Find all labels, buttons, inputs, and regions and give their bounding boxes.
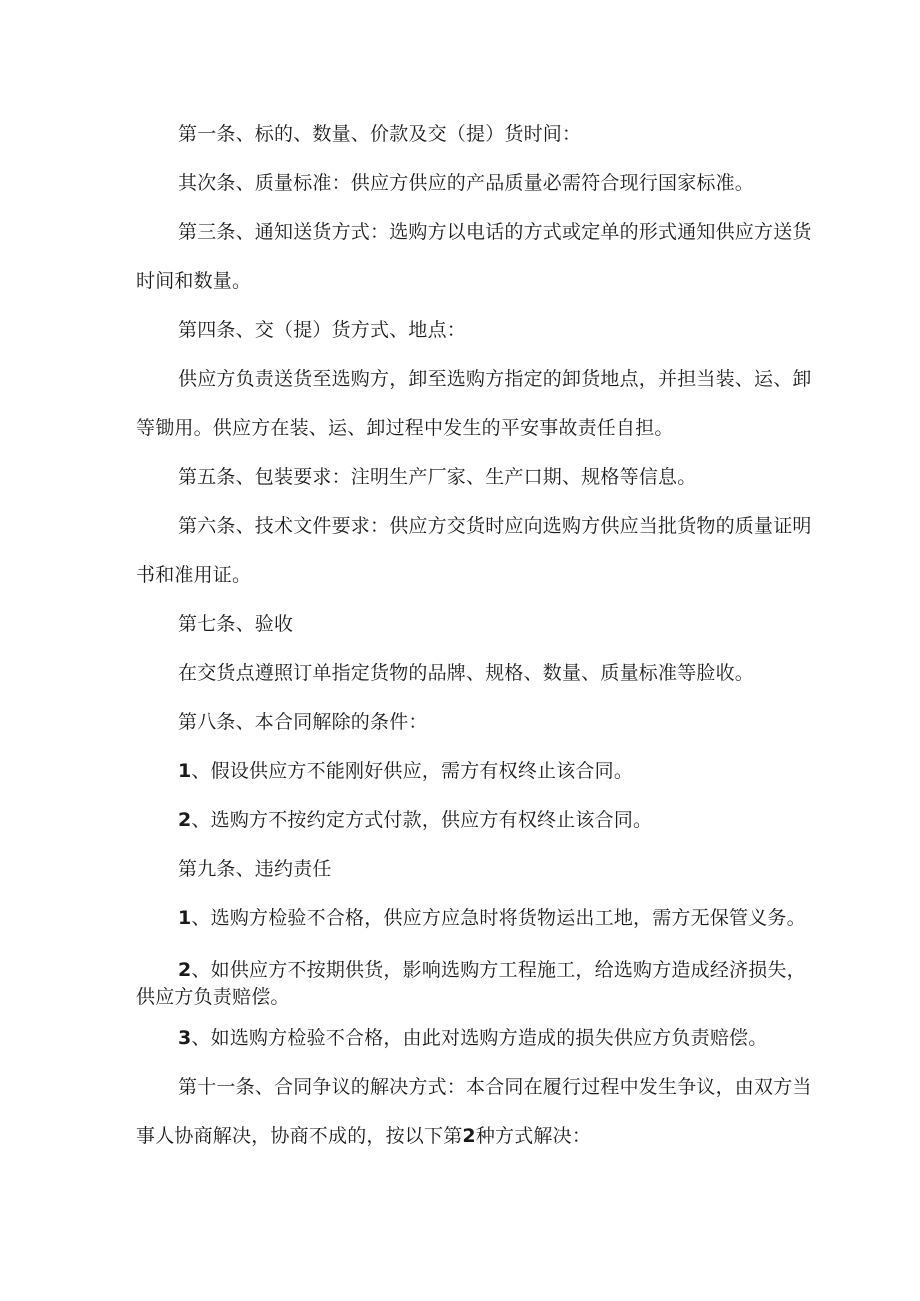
clause-3-line-1: 第三条、通知送货方式：选购方以电话的方式或定单的形式通知供应方送货 [178, 221, 812, 243]
clause-7-body: 在交货点遵照订单指定货物的品牌、规格、数量、质量标准等脸收。 [178, 662, 755, 684]
clause-11-text-a: 事人协商解决，协商不成的，按以下第 [136, 1125, 463, 1147]
clause-9-item-1 [178, 906, 806, 930]
item-number: 1 [178, 907, 192, 929]
clause-8-item-2 [178, 808, 652, 832]
clause-11-text-b: 种方式解决： [475, 1125, 592, 1147]
clause-6-line-1: 第六条、技术文件要求：供应方交货时应向选购方供应当批货物的质量证明 [178, 515, 812, 537]
clause-11-line-2 [136, 1124, 591, 1148]
clause-6-line-2: 书和准用证。 [136, 564, 252, 586]
clause-4: 第四条、交（提）货方式、地点： [178, 319, 467, 341]
item-text: 、如选购方检验不合格，由此对选购方造成的损失供应方负责赔偿。 [191, 1027, 768, 1049]
clause-9: 第九条、违约责任 [178, 858, 332, 880]
clause-4-body-line-1: 供应方负责送货至选购方，卸至选购方指定的卸货地点，并担当装、运、卸 [178, 368, 812, 390]
clause-1: 第一条、标的、数量、价款及交（提）货时间： [178, 123, 582, 145]
item-text: 、假设供应方不能刚好供应，需方有权终止该合同。 [191, 760, 634, 782]
item-number: 2 [178, 809, 192, 831]
clause-11-method-number: 2 [462, 1125, 476, 1147]
item-number: 1 [178, 760, 192, 782]
clause-7: 第七条、验收 [178, 613, 294, 635]
item-number: 2 [178, 959, 192, 981]
item-text: 、选购方不按约定方式付款，供应方有权终止该合同。 [191, 809, 653, 831]
item-text: 、选购方检验不合格，供应方应急时将货物运出工地，需方无保管义务。 [191, 907, 806, 929]
clause-2: 其次条、质量标准：供应方供应的产品质量必需符合现行国家标准。 [178, 172, 755, 194]
clause-8: 第八条、本合同解除的条件： [178, 711, 428, 733]
item-text: 、如供应方不按期供货，影响选购方工程施工，给选购方造成经济损失， [191, 959, 806, 981]
clause-9-item-2-line-2: 供应方负责赔偿。 [136, 986, 290, 1008]
clause-9-item-2-line-1 [178, 958, 806, 982]
clause-3-line-2: 时间和数量。 [136, 270, 252, 292]
clause-5: 第五条、包装要求：注明生产厂家、生产口期、规格等信息。 [178, 466, 697, 488]
clause-11-line-1: 第十一条、合同争议的解决方式：本合同在履行过程中发生争议，由双方当 [178, 1076, 812, 1098]
clause-4-body-line-2: 等锄用。供应方在装、运、卸过程中发生的平安事故责任自担。 [136, 417, 674, 439]
item-number: 3 [178, 1027, 192, 1049]
clause-8-item-1 [178, 759, 633, 783]
clause-9-item-3 [178, 1026, 767, 1050]
